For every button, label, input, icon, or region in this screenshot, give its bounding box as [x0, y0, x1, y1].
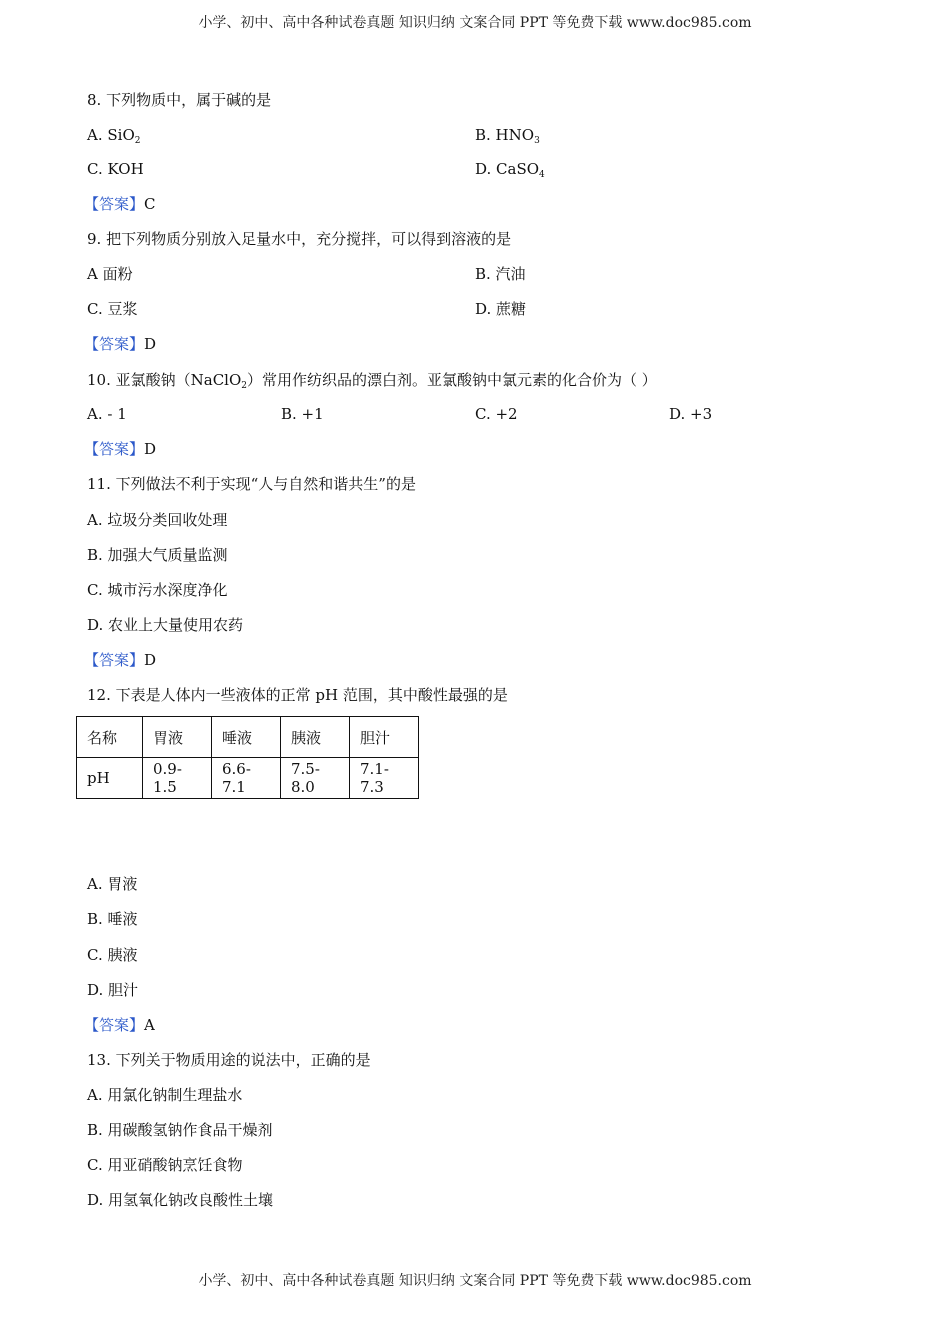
q11-option-b: B. 加强大气质量监测: [87, 546, 228, 564]
q12-answer: 【答案】A: [84, 1016, 155, 1034]
page-footer: 小学、初中、高中各种试卷真题 知识归纳 文案合同 PPT 等免费下载 www.doc985.com: [198, 1273, 752, 1289]
q11-option-c: C. 城市污水深度净化: [87, 581, 228, 599]
q8-stem: 8. 下列物质中，属于碱的是: [87, 91, 272, 109]
q10-option-a: A. - 1: [87, 405, 127, 423]
q10-option-d: D. +3: [669, 405, 713, 423]
q13-option-d: D. 用氢氧化钠改良酸性土壤: [87, 1191, 274, 1209]
table-cell: pH: [77, 758, 143, 799]
q13-stem: 13. 下列关于物质用途的说法中，正确的是: [87, 1051, 371, 1069]
q13-option-c: C. 用亚硝酸钠烹饪食物: [87, 1156, 243, 1174]
q12-option-b: B. 唾液: [87, 910, 138, 928]
q10-answer: 【答案】D: [84, 440, 157, 458]
table-cell: 胃液: [143, 717, 212, 758]
q8-option-a: A. SiO$_2$: [87, 126, 141, 146]
q8-option-d: D. CaSO$_4$: [475, 160, 545, 180]
table-cell: 胰液: [281, 717, 350, 758]
q12-option-a: A. 胃液: [87, 875, 138, 893]
q9-option-d: D. 蔗糖: [475, 300, 527, 318]
q10-option-b: B. +1: [281, 405, 324, 423]
q12-option-c: C. 胰液: [87, 946, 138, 964]
q12-stem: 12. 下表是人体内一些液体的正常 pH 范围，其中酸性最强的是: [87, 686, 508, 704]
q9-option-a: A 面粉: [87, 265, 133, 283]
q8-option-c: C. KOH: [87, 160, 144, 178]
table-cell: 6.6-7.1: [212, 758, 281, 799]
q11-stem: 11. 下列做法不利于实现“人与自然和谐共生”的是: [87, 475, 416, 493]
q9-stem: 9. 把下列物质分别放入足量水中，充分搅拌，可以得到溶液的是: [87, 230, 512, 248]
q11-option-d: D. 农业上大量使用农药: [87, 616, 244, 634]
table-cell: 唾液: [212, 717, 281, 758]
q11-answer: 【答案】D: [84, 651, 157, 669]
q13-option-a: A. 用氯化钠制生理盐水: [87, 1086, 243, 1104]
table-cell: 7.5-8.0: [281, 758, 350, 799]
q8-answer: 【答案】C: [84, 195, 156, 213]
table-header-row: [77, 717, 419, 758]
q12-option-d: D. 胆汁: [87, 981, 139, 999]
q8-option-b: B. $HNO_3$: [475, 126, 540, 146]
q10-stem: 10. 亚氯酸钠（NaClO$_2$）常用作纺织品的漂白剂。亚氯酸钠中氯元素的化合价为（ ）: [87, 371, 657, 391]
table-cell: 7.1-7.3: [350, 758, 419, 799]
table-row: [77, 758, 419, 799]
table-cell: 胆汁: [350, 717, 419, 758]
table-cell: 0.9-1.5: [143, 758, 212, 799]
q10-option-c: C. +2: [475, 405, 518, 423]
q9-option-c: C. 豆浆: [87, 300, 138, 318]
q13-option-b: B. 用碳酸氢钠作食品干燥剂: [87, 1121, 273, 1139]
q9-option-b: B. 汽油: [475, 265, 526, 283]
ph-table: [76, 716, 419, 799]
page-header: 小学、初中、高中各种试卷真题 知识归纳 文案合同 PPT 等免费下载 www.doc985.com: [198, 15, 752, 31]
table-cell: 名称: [77, 717, 143, 758]
q11-option-a: A. 垃圾分类回收处理: [87, 511, 228, 529]
q9-answer: 【答案】D: [84, 335, 157, 353]
